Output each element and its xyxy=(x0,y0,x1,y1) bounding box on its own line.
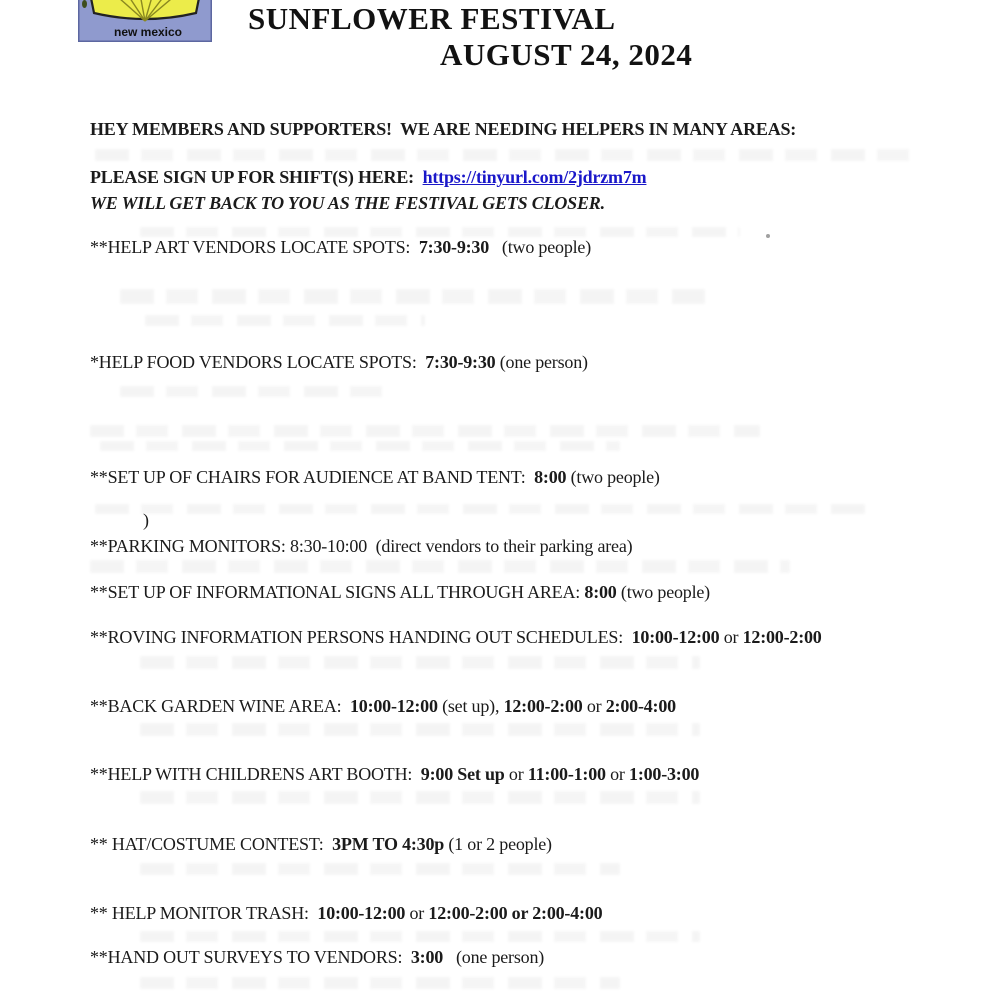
text-segment: **SET UP OF CHAIRS FOR AUDIENCE AT BAND TENT: xyxy=(90,467,535,487)
text-segment: 7:30-9:30 xyxy=(418,237,490,257)
logo-caption: new mexico xyxy=(113,25,183,39)
text-segment: 12:00-2:00 xyxy=(503,696,583,716)
text-segment: (two people) xyxy=(566,467,660,487)
text-segment: **ROVING INFORMATION PERSONS HANDING OUT SCHEDULES: xyxy=(90,627,632,647)
text-segment: (one person) xyxy=(495,352,588,372)
new-mexico-sunflower-logo xyxy=(78,0,212,42)
text-segment: (two people) xyxy=(489,237,591,257)
text-segment: (two people) xyxy=(616,582,710,602)
signup-link[interactable]: https://tinyurl.com/2jdrzm7m xyxy=(422,167,647,187)
scan-artifact xyxy=(90,560,790,573)
text-segment: (set up), xyxy=(437,696,504,716)
stray-paren: ) xyxy=(143,510,149,530)
scan-artifact xyxy=(140,723,700,736)
scan-artifact xyxy=(140,977,620,989)
greeting-text: HEY MEMBERS AND SUPPORTERS! WE ARE NEEDING HELPERS IN MANY AREAS: xyxy=(90,119,797,139)
signup-label: PLEASE SIGN UP FOR SHIFT(S) HERE: xyxy=(90,167,423,187)
text-segment: 2:00-4:00 xyxy=(605,696,676,716)
text-segment: ** HELP MONITOR TRASH: xyxy=(90,903,318,923)
text-segment: 9:00 Set up xyxy=(420,764,505,784)
shift-hat-costume-contest xyxy=(90,834,552,855)
scan-artifact xyxy=(140,791,700,804)
text-segment: 3:00 xyxy=(410,947,444,967)
shift-set-up-chairs xyxy=(90,467,660,488)
text-segment: **SET UP OF INFORMATIONAL SIGNS ALL THROUGH AREA: xyxy=(90,582,585,602)
text-segment: 8:00 xyxy=(584,582,617,602)
text-segment: *HELP FOOD VENDORS LOCATE SPOTS: xyxy=(90,352,426,372)
scan-artifact xyxy=(145,315,425,326)
text-segment: **BACK GARDEN WINE AREA: xyxy=(90,696,350,716)
text-segment: 10:00-12:00 xyxy=(631,627,720,647)
page-title: SUNFLOWER FESTIVAL xyxy=(248,1,616,36)
scan-artifact xyxy=(140,227,740,237)
text-segment: (1 or 2 people) xyxy=(444,834,552,854)
text-segment: or xyxy=(405,903,429,923)
scan-artifact xyxy=(120,289,705,304)
text-segment: 11:00-1:00 xyxy=(527,764,606,784)
text-segment: 3PM TO 4:30p xyxy=(332,834,445,854)
text-segment: **PARKING MONITORS: 8:30-10:00 (direct vendors to their parking area) xyxy=(90,536,633,556)
shift-back-garden-wine xyxy=(90,696,676,717)
text-segment: **HELP ART VENDORS LOCATE SPOTS: xyxy=(90,237,419,257)
text-segment: **HAND OUT SURVEYS TO VENDORS: xyxy=(90,947,411,967)
shift-help-monitor-trash xyxy=(90,903,602,924)
text-segment: 8:00 xyxy=(534,467,567,487)
page-subtitle-date: AUGUST 24, 2024 xyxy=(440,37,693,72)
scan-artifact xyxy=(140,863,620,875)
scan-artifact xyxy=(120,386,390,397)
shift-hand-out-surveys xyxy=(90,947,544,968)
text-segment: or xyxy=(582,696,606,716)
text-segment: 10:00-12:00 xyxy=(349,696,438,716)
text-segment: or xyxy=(719,627,743,647)
shift-roving-information xyxy=(90,627,822,648)
scan-artifact xyxy=(140,656,700,669)
text-segment: or xyxy=(605,764,630,784)
sunflower-logo-graphic xyxy=(78,0,212,42)
scan-speck xyxy=(766,234,770,238)
followup-text: WE WILL GET BACK TO YOU AS THE FESTIVAL GETS CLOSER. xyxy=(90,193,605,213)
shift-help-food-vendors xyxy=(90,352,588,373)
text-segment: 1:00-3:00 xyxy=(629,764,700,784)
scan-artifact xyxy=(95,149,910,161)
text-segment: (one person) xyxy=(443,947,545,967)
text-segment: 7:30-9:30 xyxy=(425,352,496,372)
scan-artifact xyxy=(100,441,620,451)
text-segment: **HELP WITH CHILDRENS ART BOOTH: xyxy=(90,764,421,784)
shift-parking-monitors xyxy=(90,536,632,557)
scan-artifact xyxy=(90,425,760,437)
scan-artifact xyxy=(95,504,865,514)
shift-informational-signs xyxy=(90,582,710,603)
shift-childrens-art-booth xyxy=(90,764,699,785)
text-segment: 10:00-12:00 xyxy=(317,903,406,923)
text-segment: ** HAT/COSTUME CONTEST: xyxy=(90,834,333,854)
shift-help-art-vendors xyxy=(90,237,591,258)
scan-artifact xyxy=(140,931,700,942)
text-segment: 12:00-2:00 xyxy=(742,627,822,647)
signup-line xyxy=(90,167,646,188)
text-segment: or xyxy=(504,764,528,784)
text-segment: 12:00-2:00 or 2:00-4:00 xyxy=(428,903,603,923)
